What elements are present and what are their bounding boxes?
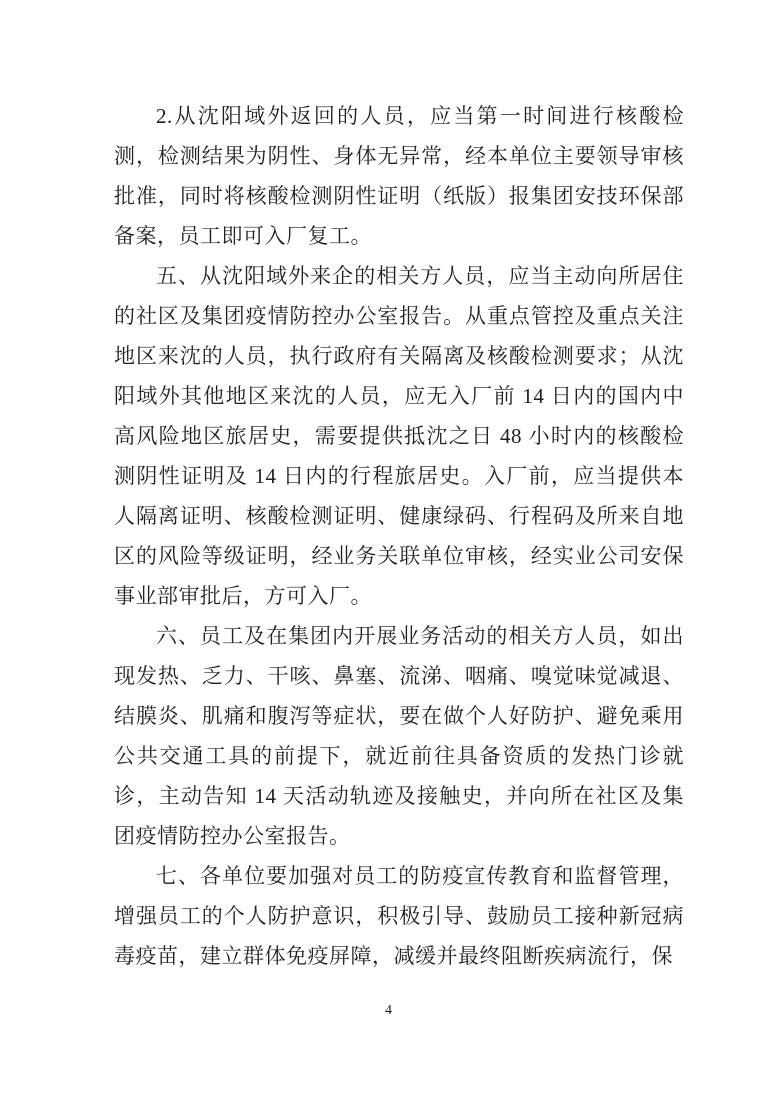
paragraph-resume-work-rule: 2.从沈阳域外返回的人员，应当第一时间进行核酸检测，检测结果为阴性、身体无异常，经本单位主要领导审核批准，同时将核酸检测阴性证明（纸版）报集团安技环保部备案，员工即可入厂复工。 (114, 104, 684, 248)
paragraph-item-five: 五、从沈阳域外来企的相关方人员，应当主动向所居住的社区及集团疫情防控办公室报告。从重点管控及重点关注地区来沈的人员，执行政府有关隔离及核酸检测要求；从沈阳域外其他地区来沈的人员，应无入厂前 14 日内的国内中高风险地区旅居史，需要提供抵沈之日 48 小时内的核酸检测阴性证明及 14 日内的行程旅居史。入厂前，应当提供本人隔离证明、核酸检测证明、健康绿码、行程码及所来自地区的风险等级证明，经业务关联单位审核，经实业公司安保事业部审批后，方可入厂。 (114, 264, 684, 608)
paragraph-item-six: 六、员工及在集团内开展业务活动的相关方人员，如出现发热、乏力、干咳、鼻塞、流涕、咽痛、嗅觉味觉减退、结膜炎、肌痛和腹泻等症状，要在做个人好防护、避免乘用公共交通工具的前提下，就近前往具备资质的发热门诊就诊，主动告知 14 天活动轨迹及接触史，并向所在社区及集团疫情防控办公室报告。 (114, 624, 684, 848)
page-number: 4 (385, 1003, 392, 1018)
paragraph-item-seven: 七、各单位要加强对员工的防疫宣传教育和监督管理，增强员工的个人防护意识，积极引导、鼓励员工接种新冠病毒疫苗，建立群体免疫屏障，减缓并最终阻断疾病流行，保 (114, 864, 684, 968)
document-body-text (114, 96, 684, 976)
